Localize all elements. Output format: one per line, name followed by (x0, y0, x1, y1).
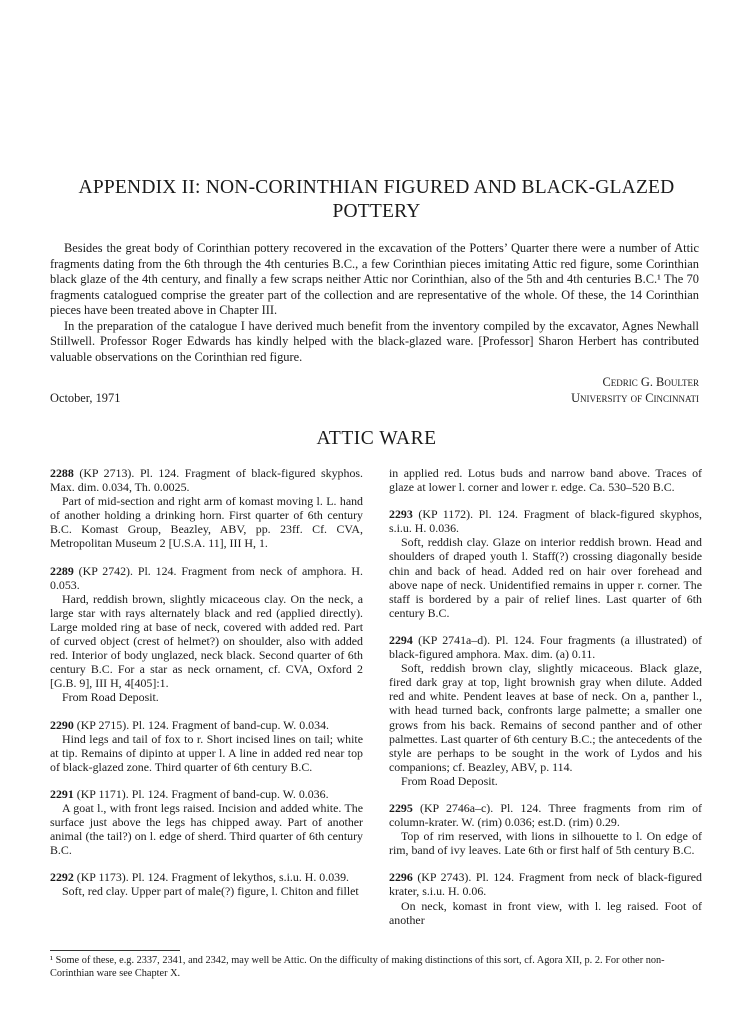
entry-description: On neck, komast in front view, with l. leg raised. Foot of another (389, 898, 702, 927)
footnote-rule (50, 950, 180, 951)
entry-description: Soft, red clay. Upper part of male(?) figure, l. Chiton and fillet (62, 884, 359, 899)
entry-description: in applied red. Lotus buds and narrow band above. Traces of glaze at lower l. corner and lower r. edge. Ca. 530–520 B.C. (389, 466, 702, 495)
page-title: APPENDIX II: NON-CORINTHIAN FIGURED AND BLACK-GLAZED POTTERY (78, 177, 675, 222)
entry-deposit: From Road Deposit. (401, 773, 498, 788)
entry-heading: (KP 1171). Pl. 124. Fragment of band-cup. W. 0.036. (76, 786, 329, 801)
entry-description: Hind legs and tail of fox to r. Short incised lines on tail; white at tip. Remains of dipinto at upper l. A line in added red near top of black-glazed zone. Third quarter of 6th century B.C. (50, 731, 363, 774)
entry-heading: (KP 2715). Pl. 124. Fragment of band-cup. W. 0.034. (76, 717, 329, 732)
catalogue-entry-continued (389, 466, 702, 494)
catalogue-column-left (50, 466, 363, 912)
entry-description: A goat l., with front legs raised. Incision and added white. The surface just above the legs has chipped away. Part of another animal (the tail?) on l. edge of sherd. Third quarter of 6th century B.C. (50, 800, 363, 858)
catalogue-entry (389, 507, 702, 620)
entry-heading: (KP 2741a–d). Pl. 124. Four fragments (a illustrated) of black-figured amphora. Max. dim. (a) 0.11. (389, 632, 702, 662)
catalogue-column-right (389, 466, 702, 940)
entry-description: Soft, reddish clay. Glaze on interior reddish brown. Head and shoulders of draped youth l. Staff(?) crossing diagonally beside chin and back of head. Added red on hair over forehead and above nape of neck. Unidentified remains in upper r. corner. The staff is bordered by a pair of relief lines. Last quarter of 6th century B.C. (389, 535, 702, 620)
entry-description: Soft, reddish brown clay, slightly micaceous. Black glaze, fired dark gray at top, light brownish gray when dilute. Added red and white. Pendent leaves at base of neck. On a, panther l., with head turned back, confronts large palmette; a smaller one grows from his back. Remains of second panther and of other palmettes. Last quarter of 6th century B.C.; the antecedents of the style are perhaps to be sought in the work of Lydos and his companions; cf. Beazley, ABV, p. 114. (389, 661, 702, 774)
entry-deposit: From Road Deposit. (62, 690, 159, 705)
entry-heading: (KP 2743). Pl. 124. Fragment from neck of black-figured krater, s.i.u. H. 0.06. (389, 870, 702, 899)
entry-number: 2292 (50, 870, 74, 885)
catalogue-entry (50, 466, 363, 551)
catalogue-entry (389, 633, 702, 788)
entry-number: 2296 (389, 870, 413, 885)
author-name: Cedric G. Boulter (602, 375, 699, 389)
intro-paragraph: Besides the great body of Corinthian pottery recovered in the excavation of the Potters’ Quarter there were a number of Attic fragments dating from the 6th through the 4th centuries B.C., a few Corinthian pieces imitating Attic red figure, some Corinthian black glaze of the 4th century, and finally a few scraps neither Attic nor Corinthian, also of the 5th and 4th centuries B.C.¹ The 70 fragments catalogued comprise the greater part of the collection and are representative of the whole. Of these, the 14 Corinthian pieces have been treated above in Chapter III. (50, 241, 699, 317)
entry-heading: (KP 2713). Pl. 124. Fragment of black-figured skyphos. Max. dim. 0.034, Th. 0.0025. (50, 466, 363, 495)
entry-description: Hard, reddish brown, slightly micaceous clay. On the neck, a large star with rays alternately black and red (applied directly). Large molded ring at base of neck, covered with added red. Part of curved object (crest of helmet?) on shoulder, also with added red. Interior of body unglazed, neck black. Second quarter of 6th century B.C. For a star as neck ornament, cf. CVA, Oxford 2 [G.B. 9], III H, 4[405]:1. (50, 591, 363, 691)
entry-heading: (KP 1173). Pl. 124. Fragment of lekythos, s.i.u. H. 0.039. (76, 870, 350, 885)
entry-number: 2294 (389, 632, 413, 647)
entry-number: 2289 (50, 563, 74, 578)
catalogue-entry (50, 787, 363, 857)
entry-heading: (KP 1172). Pl. 124. Fragment of black-figured skyphos, s.i.u. H. 0.036. (389, 507, 702, 536)
entry-heading: (KP 2742). Pl. 124. Fragment from neck of amphora. H. 0.053. (50, 563, 363, 592)
author-signature (571, 375, 699, 406)
intro-paragraph: In the preparation of the catalogue I have derived much benefit from the inventory compiled by the excavator, Agnes Newhall Stillwell. Professor Roger Edwards has kindly helped with the black-glazed ware. [Professor] Sharon Herbert has contributed valuable observations on the Corinthian red figure. (50, 318, 699, 364)
catalogue-entry (389, 870, 702, 926)
section-title: ATTIC WARE (316, 428, 437, 449)
catalogue-entry (50, 718, 363, 774)
entry-number: 2293 (389, 507, 413, 522)
entry-number: 2290 (50, 717, 74, 732)
entry-heading: (KP 2746a–c). Pl. 124. Three fragments from rim of column-krater. W. (rim) 0.036; est.D. (rim) 0.29. (389, 800, 702, 830)
entry-number: 2288 (50, 466, 74, 480)
introduction (50, 241, 699, 365)
catalogue-entry (50, 564, 363, 705)
catalogue-entry (389, 801, 702, 857)
footnote: ¹ Some of these, e.g. 2337, 2341, and 2342, may well be Attic. On the difficulty of making distinctions of this sort, cf. Agora XII, p. 2. For other non-Corinthian ware see Chapter X. (50, 955, 665, 979)
date-line: October, 1971 (50, 391, 121, 405)
author-affiliation: University of Cincinnati (571, 390, 699, 405)
entry-description: Part of mid-section and right arm of komast moving l. L. hand of another holding a drinking horn. First quarter of 6th century B.C. Komast Group, Beazley, ABV, pp. 23ff. Cf. CVA, Metropolitan Museum 2 [U.S.A. 11], III H, 1. (50, 494, 363, 551)
entry-description: Top of rim reserved, with lions in silhouette to l. On edge of rim, band of ivy leaves. Late 6th or first half of 5th century B.C. (389, 829, 702, 858)
entry-number: 2295 (389, 800, 413, 815)
catalogue-entry (50, 870, 363, 898)
entry-number: 2291 (50, 786, 74, 801)
